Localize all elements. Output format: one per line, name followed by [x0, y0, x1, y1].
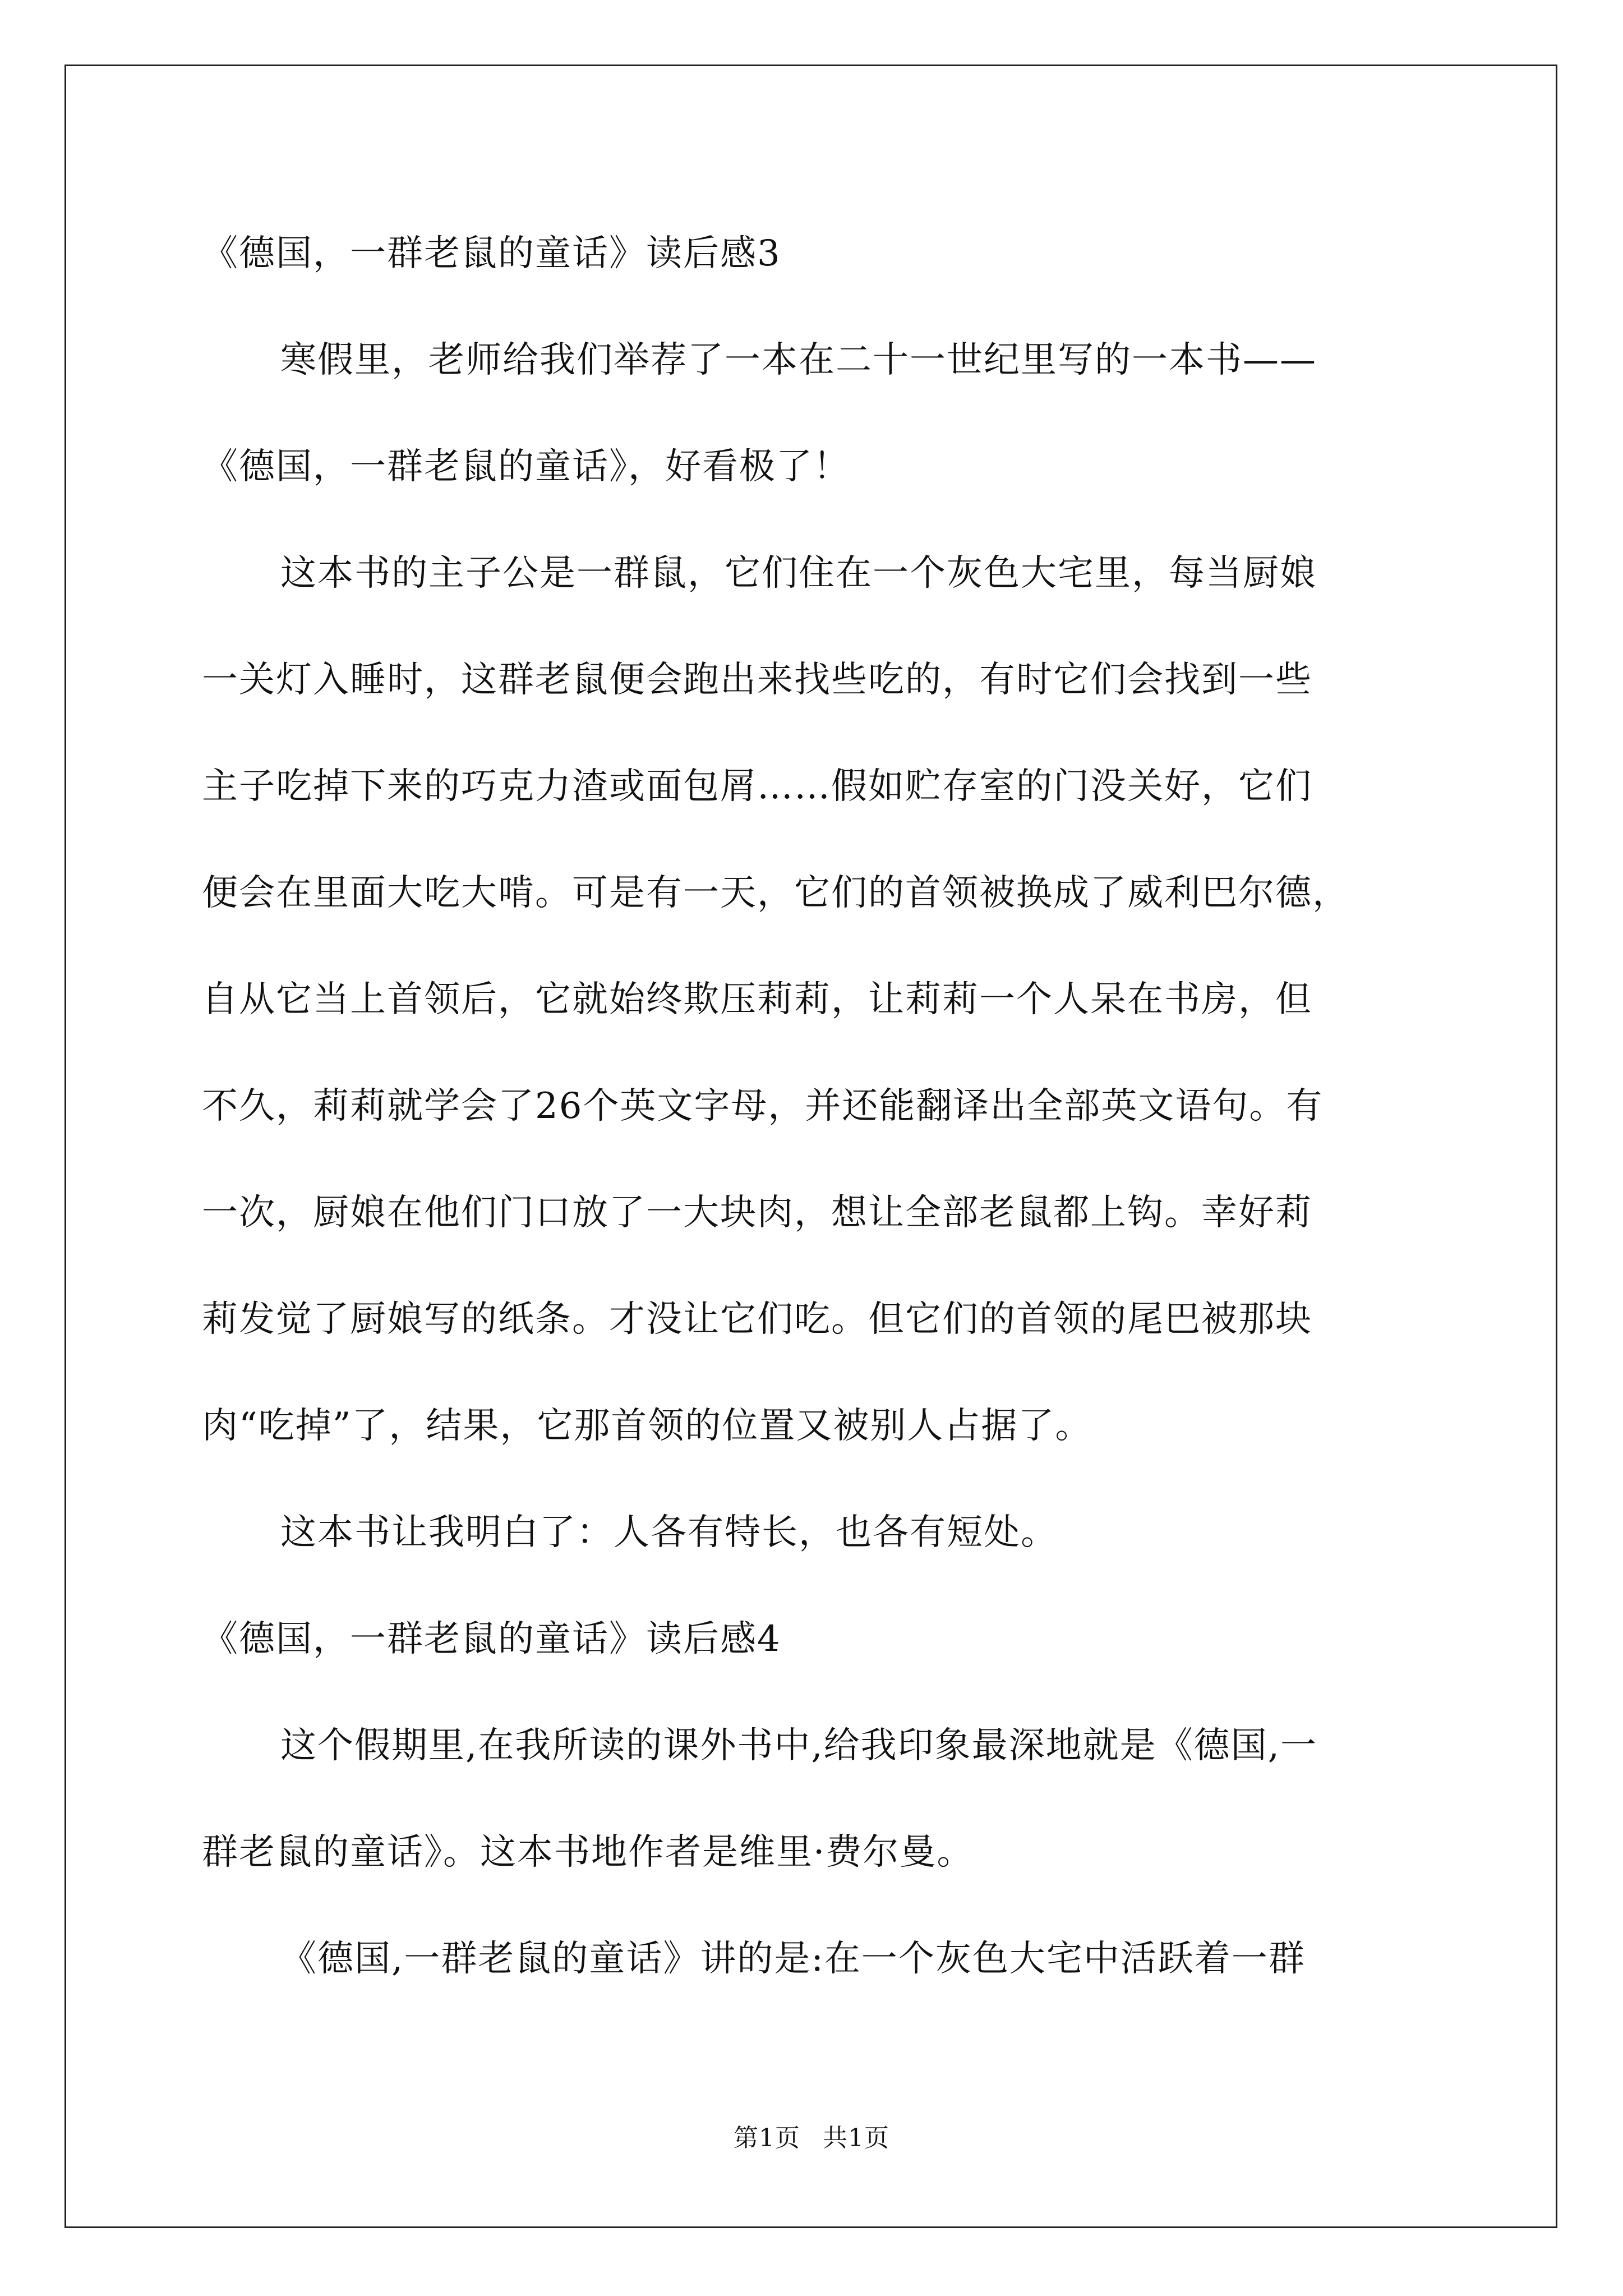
page-frame: [64, 65, 1557, 2228]
section-title-4: 《德国，一群老鼠的童话》读后感4: [202, 1618, 781, 1660]
paragraph-line: 主子吃掉下来的巧克力渣或面包屑……假如贮存室的门没关好，它们: [202, 766, 1312, 807]
paragraph-line: 这本书的主子公是一群鼠，它们住在一个灰色大宅里，每当厨娘: [280, 553, 1317, 594]
paragraph-line: 这个假期里,在我所读的课外书中,给我印象最深地就是《德国,一: [280, 1725, 1318, 1766]
paragraph-line: 《德国,一群老鼠的童话》讲的是:在一个灰色大宅中活跃着一群: [280, 1938, 1306, 1980]
paragraph-line: 寒假里，老师给我们举荐了一本在二十一世纪里写的一本书——: [280, 339, 1317, 381]
paragraph-line: 群老鼠的童话》。这本书地作者是维里·费尔曼。: [202, 1832, 974, 1873]
paragraph-line: 一关灯入睡时，这群老鼠便会跑出来找些吃的，有时它们会找到一些: [202, 659, 1312, 701]
paragraph-line: 一次，厨娘在他们门口放了一大块肉，想让全部老鼠都上钩。幸好莉: [202, 1192, 1312, 1234]
paragraph-line: 便会在里面大吃大啃。可是有一天，它们的首领被换成了威利巴尔德，: [202, 872, 1349, 914]
paragraph-line: 不久，莉莉就学会了26个英文字母，并还能翻译出全部英文语句。有: [202, 1085, 1324, 1127]
paragraph-line: 自从它当上首领后，它就始终欺压莉莉，让莉莉一个人呆在书房，但: [202, 979, 1312, 1020]
page-total: 共1页: [823, 2124, 889, 2152]
paragraph-line: 这本书让我明白了：人各有特长，也各有短处。: [280, 1512, 1058, 1553]
paragraph-line: 《德国，一群老鼠的童话》，好看极了！: [202, 446, 850, 487]
page-footer: [0, 2126, 1623, 2151]
section-title-3: 《德国，一群老鼠的童话》读后感3: [202, 233, 781, 274]
paragraph-line: 肉“吃掉”了，结果，它那首领的位置又被别人占据了。: [202, 1405, 1092, 1447]
paragraph-line: 莉发觉了厨娘写的纸条。才没让它们吃。但它们的首领的尾巴被那块: [202, 1299, 1312, 1340]
page-number: 第1页: [734, 2124, 800, 2152]
